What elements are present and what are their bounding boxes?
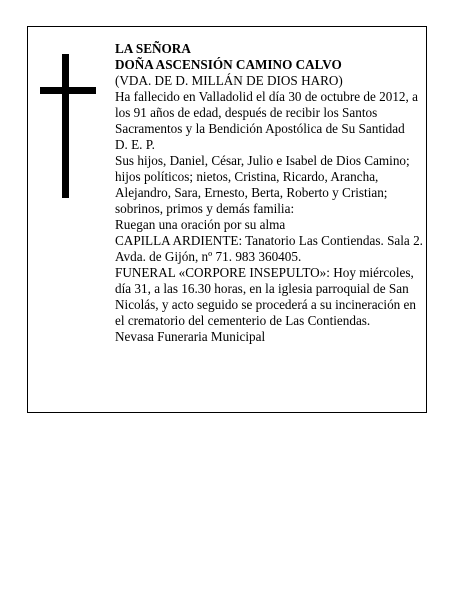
obituary-notice bbox=[27, 26, 427, 413]
funeral-home: Nevasa Funeraria Municipal bbox=[115, 329, 266, 344]
deceased-name: DOÑA ASCENSIÓN CAMINO CALVO bbox=[115, 57, 342, 72]
prayer-request: Ruegan una oración por su alma bbox=[115, 217, 286, 232]
obituary-text bbox=[115, 41, 425, 345]
cross-horizontal-bar bbox=[40, 87, 96, 94]
funeral-info: FUNERAL «CORPORE INSEPULTO»: Hoy miércoles, día 31, a las 16.30 horas, en la iglesia parroquial de San Nicolás, y acto seguido se procederá a su incineración en el crematorio del cementerio de Las Contiendas. bbox=[115, 265, 416, 328]
death-statement: Ha fallecido en Valladolid el día 30 de octubre de 2012, a los 91 años de edad, después de recibir los Santos Sacramentos y la Bendición Apostólica de Su Santidad bbox=[115, 89, 418, 136]
widow-of-line: (VDA. DE D. MILLÁN DE DIOS HARO) bbox=[115, 73, 343, 88]
rip-line: D. E. P. bbox=[115, 137, 155, 152]
cross-vertical-bar bbox=[62, 54, 69, 198]
cross-icon bbox=[40, 54, 96, 198]
chapel-info: CAPILLA ARDIENTE: Tanatorio Las Contiendas. Sala 2. Avda. de Gijón, nº 71. 983 360405. bbox=[115, 233, 423, 264]
title-line: LA SEÑORA bbox=[115, 41, 191, 56]
family-list: Sus hijos, Daniel, César, Julio e Isabel de Dios Camino; hijos políticos; nietos, Cristina, Ricardo, Arancha, Alejandro, Sara, Ernesto, Berta, Roberto y Cristian; sobrinos, primos y demás familia: bbox=[115, 153, 410, 216]
